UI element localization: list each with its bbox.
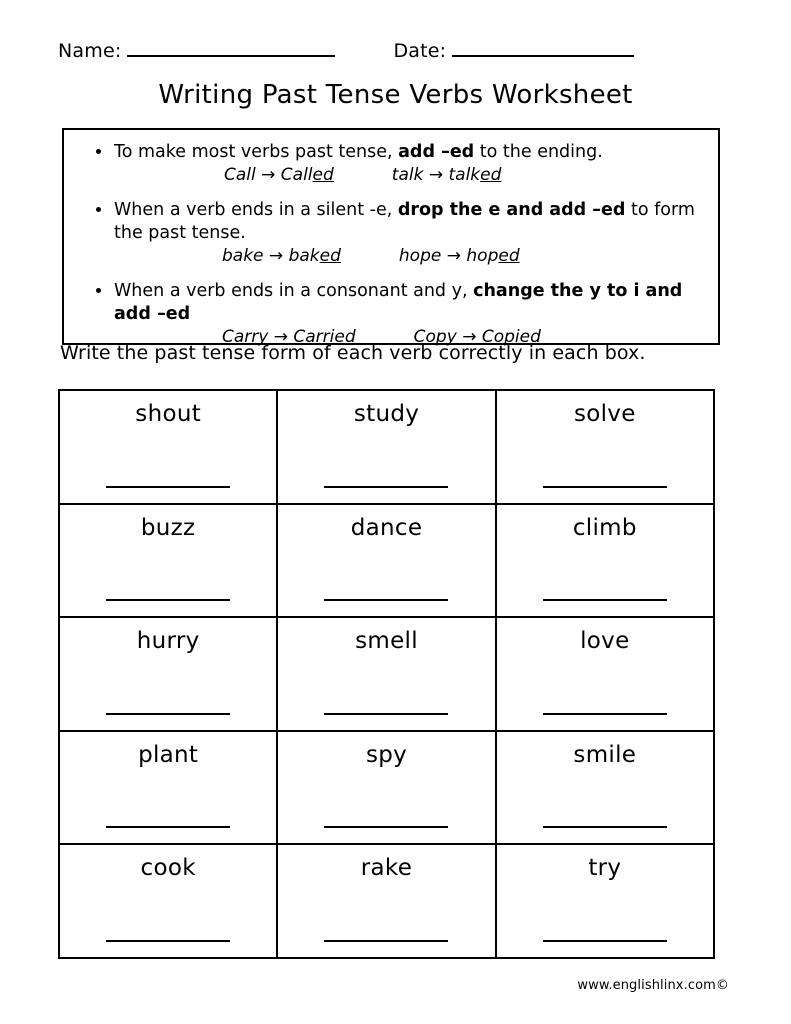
verb-cell [497,845,713,957]
arrow-icon: → [428,165,444,186]
verb-cell [60,845,278,957]
name-label: Name: [58,40,122,62]
verb-cell [60,505,278,617]
verb-cell [497,505,713,617]
rule-2-examples [74,245,708,268]
name-date-row [58,40,738,70]
arrow-icon: → [261,165,276,186]
directions-text: Write the past tense form of each verb correctly in each box. [60,342,646,364]
example-suffix: ed [480,165,502,186]
grid-row [60,845,713,957]
example-stem: Carr [293,327,330,348]
verb-word: try [588,855,622,882]
rule-1-example-2 [334,165,502,185]
grid-row [60,391,713,505]
verb-cell [497,391,713,503]
verb-cell [60,391,278,503]
bullet-icon [96,288,101,293]
answer-blank-line[interactable] [324,826,448,828]
verb-word: spy [365,741,408,768]
answer-blank-line[interactable] [106,940,230,942]
example-base: hope [398,246,442,267]
answer-blank-line[interactable] [543,713,667,715]
rule-1-example-1 [224,165,334,185]
answer-blank-line[interactable] [106,826,230,828]
answer-blank-line[interactable] [324,599,448,601]
rule-2-example-1 [222,246,341,266]
rule-1-after: to the ending. [474,142,603,162]
example-stem: Call [280,165,313,186]
rule-1-examples [74,164,708,187]
verb-cell [278,845,496,957]
name-write-in-line[interactable] [127,40,335,57]
rule-2-after: to form the past tense. [114,200,695,244]
verb-word: rake [360,855,413,882]
answer-blank-line[interactable] [543,826,667,828]
example-base: Call [224,165,256,186]
example-stem: talk [448,165,481,186]
arrow-icon: → [446,246,461,267]
answer-blank-line[interactable] [324,486,448,488]
grid-row [60,732,713,846]
example-suffix: ed [498,246,520,267]
example-suffix: ied [514,327,541,348]
answer-blank-line[interactable] [106,486,230,488]
verb-word: buzz [140,514,196,541]
verb-word: smell [355,628,418,655]
verb-grid [58,389,715,959]
answer-blank-line[interactable] [324,940,448,942]
rule-2-text [74,199,708,245]
verb-cell [278,505,496,617]
example-suffix: ed [312,165,334,186]
answer-blank-line[interactable] [543,940,667,942]
verb-word: climb [572,514,637,541]
rule-3 [74,280,708,349]
verb-word: hurry [136,628,200,655]
example-stem: hop [466,246,499,267]
arrow-icon: → [268,246,284,267]
verb-word: study [353,401,420,427]
verb-word: dance [350,514,423,541]
verb-word: plant [138,741,199,768]
verb-cell [278,391,496,503]
site-credit: www.englishlinx.com© [577,978,729,993]
date-label: Date: [393,40,447,62]
example-base: Carry [222,327,269,348]
arrow-icon: → [273,327,288,348]
example-suffix: ied [329,327,356,348]
date-write-in-line[interactable] [452,40,634,57]
rule-3-before: When a verb ends in a consonant and y, [114,281,474,302]
rule-2-before: When a verb ends in a silent -e, [114,200,398,221]
example-stem: bak [288,246,320,267]
verb-cell [497,732,713,844]
verb-word: cook [140,855,196,882]
example-base: Copy [413,327,457,348]
arrow-icon: → [462,327,477,348]
answer-blank-line[interactable] [324,713,448,715]
verb-word: smile [573,741,637,768]
verb-cell [60,618,278,730]
grid-row [60,505,713,619]
bullet-icon [96,207,101,212]
answer-blank-line[interactable] [543,486,667,488]
rule-1-bold: add –ed [398,142,475,162]
example-suffix: ed [319,246,341,267]
rule-1-before: To make most verbs past tense, [114,142,399,162]
answer-blank-line[interactable] [106,713,230,715]
rule-2-bold: drop the e and add –ed [397,200,626,221]
rule-2 [74,199,708,268]
rule-1-text [74,141,708,164]
verb-word: shout [135,401,202,427]
verb-cell [278,618,496,730]
answer-blank-line[interactable] [543,599,667,601]
verb-word: love [580,628,630,655]
example-stem: Cop [481,327,515,348]
page-title: Writing Past Tense Verbs Worksheet [158,80,633,110]
example-base: bake [222,246,264,267]
verb-cell [497,618,713,730]
example-base: talk [391,165,424,186]
grid-row [60,618,713,732]
bullet-icon [96,149,101,154]
rule-3-bold: change the y to i and add –ed [114,281,683,325]
rule-2-example-2 [341,246,520,266]
rules-box [62,128,720,348]
verb-cell [60,732,278,844]
verb-word: solve [573,401,636,427]
answer-blank-line[interactable] [106,599,230,601]
rule-1 [74,141,708,187]
rule-3-text [74,280,708,326]
verb-cell [278,732,496,844]
